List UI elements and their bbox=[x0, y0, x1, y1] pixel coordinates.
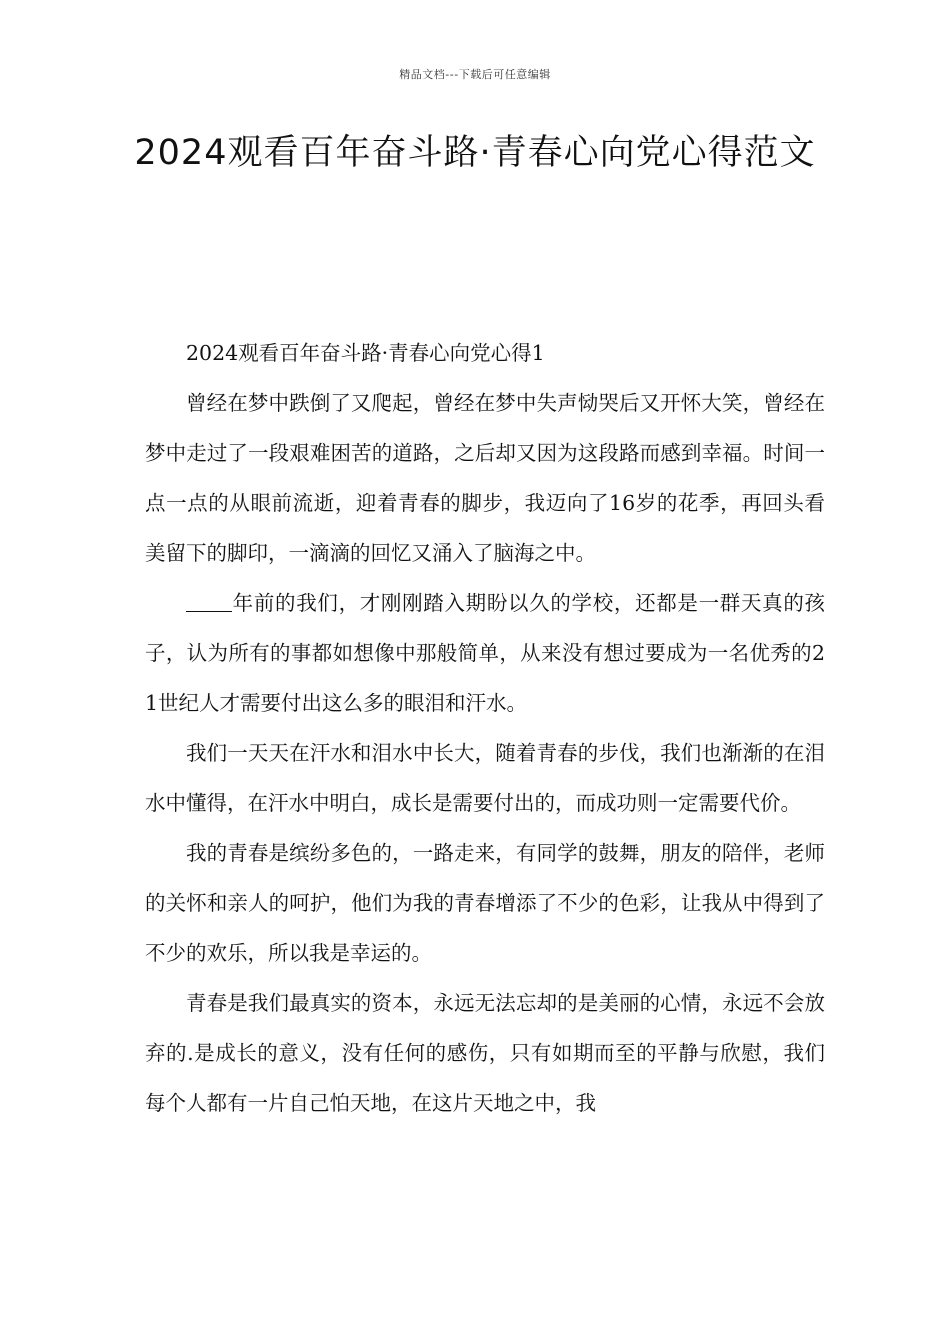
subheading: 2024观看百年奋斗路·青春心向党心得1 bbox=[186, 341, 545, 365]
paragraph-3: 我们一天天在汗水和泪水中长大，随着青春的步伐，我们也渐渐的在泪水中懂得，在汗水中明白，成长是需要付出的，而成功则一定需要代价。 bbox=[145, 741, 825, 815]
paragraph-4: 我的青春是缤纷多色的，一路走来，有同学的鼓舞，朋友的陪伴，老师的关怀和亲人的呵护，他们为我的青春增添了不少的色彩，让我从中得到了不少的欢乐，所以我是幸运的。 bbox=[145, 841, 825, 965]
document-body bbox=[145, 328, 825, 1128]
header-note: 精品文档---下载后可任意编辑 bbox=[399, 68, 551, 81]
paragraph-5: 青春是我们最真实的资本，永远无法忘却的是美丽的心情，永远不会放弃的.是成长的意义，没有任何的感伤，只有如期而至的平静与欣慰，我们每个人都有一片自己怕天地，在这片天地之中，我 bbox=[145, 991, 825, 1115]
document-title: 2024观看百年奋斗路·青春心向党心得范文 bbox=[134, 133, 816, 173]
paragraph-1: 曾经在梦中跌倒了又爬起，曾经在梦中失声恸哭后又开怀大笑，曾经在梦中走过了一段艰难困苦的道路，之后却又因为这段路而感到幸福。时间一点一点的从眼前流逝，迎着青春的脚步，我迈向了16岁的花季，再回头看美留下的脚印，一滴滴的回忆又涌入了脑海之中。 bbox=[145, 391, 825, 565]
paragraph-2 bbox=[145, 578, 825, 728]
fill-in-blank bbox=[186, 588, 232, 612]
paragraph-2-text: 年前的我们，才刚刚踏入期盼以久的学校，还都是一群天真的孩子，认为所有的事都如想像中那般简单，从来没有想过要成为一名优秀的21世纪人才需要付出这么多的眼泪和汗水。 bbox=[145, 591, 825, 715]
